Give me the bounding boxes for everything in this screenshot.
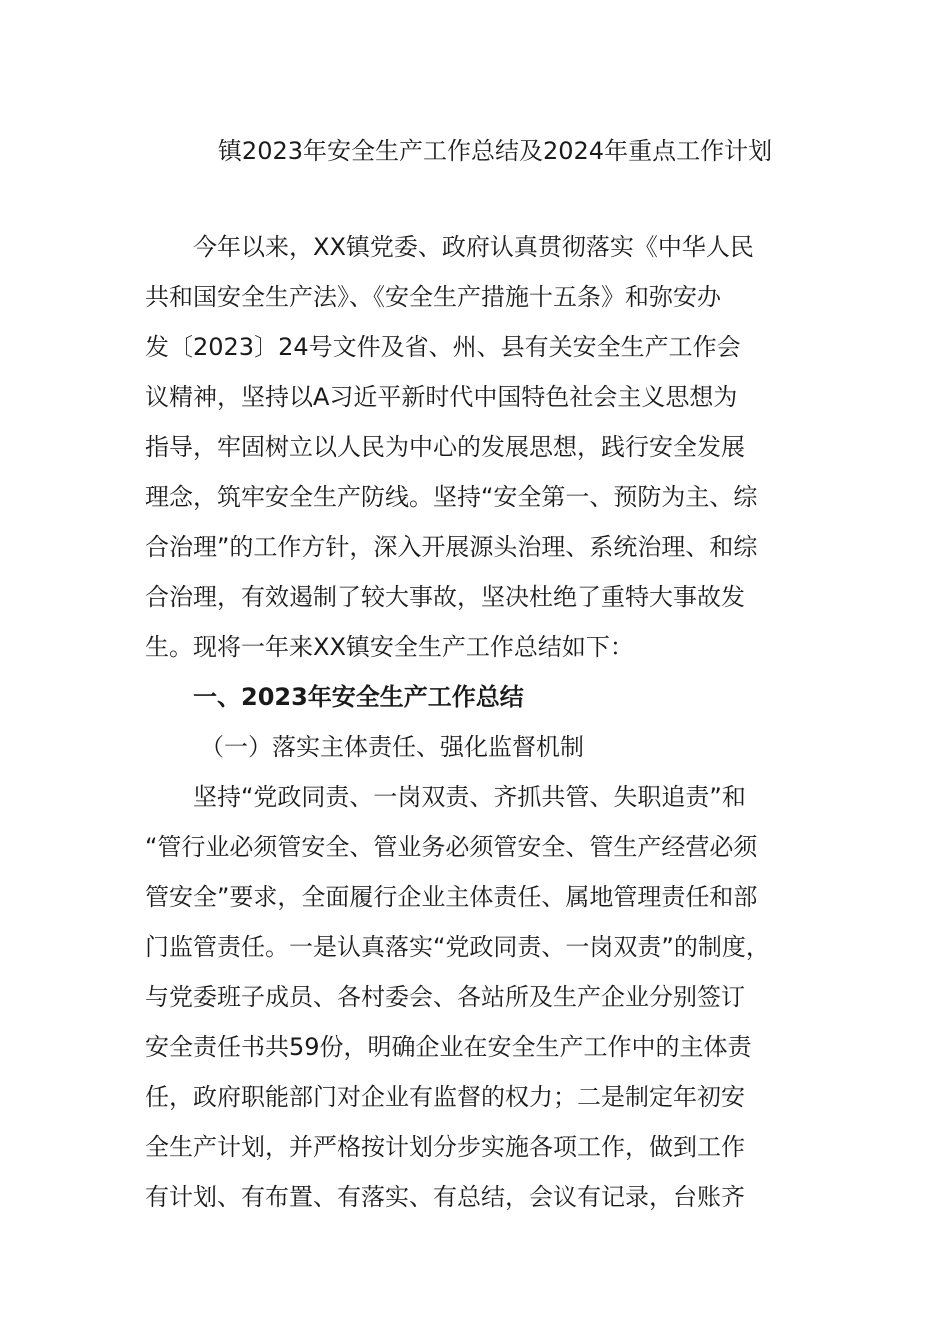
body-line-5: 与党委班子成员、各村委会、各站所及生产企业分别签订 [145, 983, 745, 1011]
body-line-3: 管安全”要求，全面履行企业主体责任、属地管理责任和部 [145, 883, 758, 911]
intro-line-4: 议精神，坚持以A习近平新时代中国特色社会主义思想为 [145, 383, 738, 411]
body-line-7: 任，政府职能部门对企业有监督的权力；二是制定年初安 [145, 1083, 745, 1111]
intro-line-3: 发〔2023〕24号文件及省、州、县有关安全生产工作会 [145, 333, 741, 361]
document-title: 镇2023年安全生产工作总结及2024年重点工作计划 [217, 137, 773, 165]
body-line-4: 门监管责任。一是认真落实“党政同责、一岗双责”的制度， [145, 933, 770, 961]
subsection-heading: （一）落实主体责任、强化监督机制 [200, 733, 584, 761]
intro-line-7: 合治理”的工作方针，深入开展源头治理、系统治理、和综 [145, 533, 758, 561]
intro-line-9: 生。现将一年来XX镇安全生产工作总结如下： [145, 633, 634, 661]
body-line-1: 坚持“党政同责、一岗双责、齐抓共管、失职追责”和 [193, 783, 746, 811]
body-line-6: 安全责任书共59份，明确企业在安全生产工作中的主体责 [145, 1033, 752, 1061]
body-line-2: “管行业必须管安全、管业务必须管安全、管生产经营必须 [145, 833, 758, 861]
body-line-9: 有计划、有布置、有落实、有总结，会议有记录，台账齐 [145, 1183, 745, 1211]
body-line-8: 全生产计划，并严格按计划分步实施各项工作，做到工作 [145, 1133, 745, 1161]
intro-line-1: 今年以来，XX镇党委、政府认真贯彻落实《中华人民 [193, 233, 754, 261]
intro-line-8: 合治理，有效遏制了较大事故，坚决杜绝了重特大事故发 [145, 583, 745, 611]
intro-line-2: 共和国安全生产法》、《安全生产措施十五条》和弥安办 [145, 283, 721, 311]
section-heading: 一、2023年安全生产工作总结 [193, 683, 524, 711]
intro-line-5: 指导，牢固树立以人民为中心的发展思想，践行安全发展 [145, 433, 745, 461]
intro-line-6: 理念，筑牢安全生产防线。坚持“安全第一、预防为主、综 [145, 483, 758, 511]
